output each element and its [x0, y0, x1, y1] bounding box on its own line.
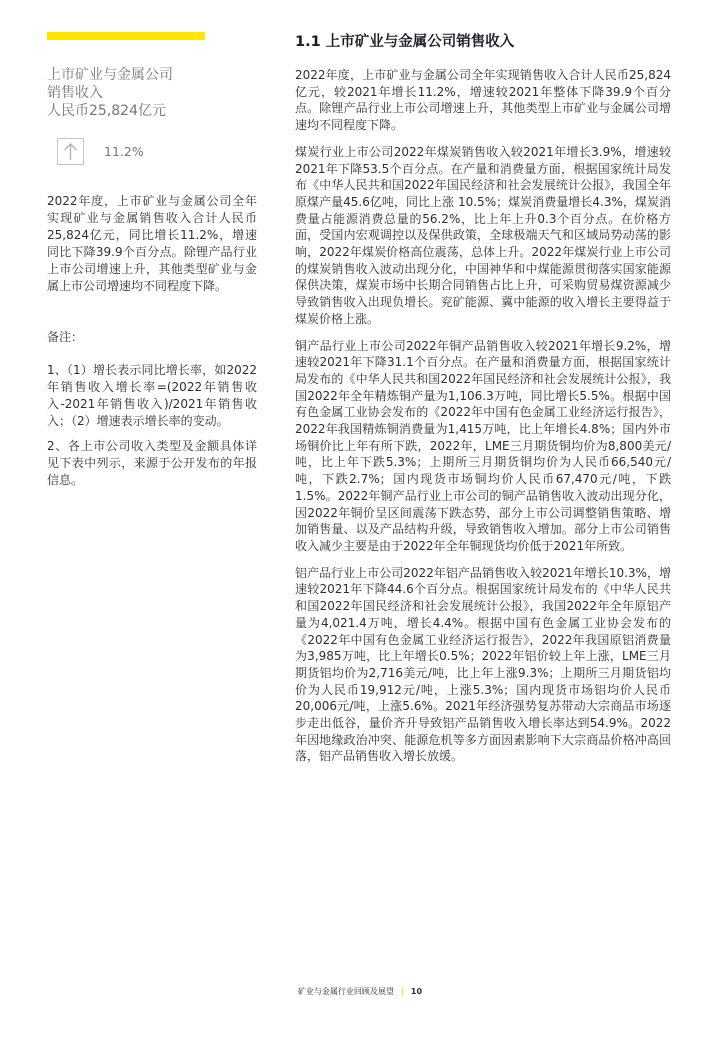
paragraph-copper: 铜产品行业上市公司2022年铜产品销售收入较2021年增长9.2%，增速较2021年下降31.1个百分点。在产量和消费量方面，根据国家统计局发布的《中华人民共和国2022年国民经济和社会发展统计公报》，我国2022年全年精炼铜产量为1,106.3万吨，同比增长5.5%。根据中国有色金属工业协会发布的《2022年中国有色金属工业经济运行报告》，2022年我国精炼铜消费量为1,415万吨，比上年增长4.8%；国内外市场铜价比上年有所下跌，2022年，LME三月期货铜均价为8,800美元/吨，比上年下跌5.3%；上期所三月期货铜均价为人民币66,540元/吨，下跌2.7%；国内现货市场铜均价人民币67,470元/吨，下跌1.5%。2022年铜产品行业上市公司的铜产品销售收入波动出现分化，因2022年铜价呈区间震荡下跌态势，部分上市公司调整销售策略、增加销售量、以及产品结构升级，导致销售收入增加。部分上市公司销售收入减少主要是由于2022年全年铜现货均价低于2021年所致。	[295, 338, 671, 553]
main-content	[295, 32, 671, 765]
kpi-title-line2: 销售收入	[47, 85, 103, 101]
kpi-change-value: 11.2%	[104, 144, 144, 159]
arrow-up-icon	[57, 138, 84, 165]
notes-title: 备注：	[47, 330, 84, 344]
kpi-title	[47, 66, 257, 120]
note-item-2: 2、各上市公司收入类型及金额具体详见下表中列示，来源于公开发布的年报信息。	[47, 439, 257, 487]
paragraph-aluminum: 铝产品行业上市公司2022年铝产品销售收入较2021年增长10.3%，增速较2021年下降44.6个百分点。根据国家统计局发布的《中华人民共和国2022年国民经济和社会发展统计公报》，我国2022年全年原铝产量为4,021.4万吨，增长4.4%。根据中国有色金属工业协会发布的《2022年中国有色金属工业经济运行报告》，2022年我国原铝消费量为3,985万吨，比上年增长0.5%；2022年铝价较上年上涨，LME三月期货铝均价为2,716美元/吨，比上年上涨9.3%；上期所三月期货铝均价为人民币19,912元/吨，上涨5.3%；国内现货市场铝均价人民币20,006元/吨，上涨5.6%。2021年经济强势复苏带动大宗商品市场逐步走出低谷，量价齐升导致铝产品销售收入增长率达到54.9%。2022年因地缘政治冲突、能源危机等多方面因素影响下大宗商品价格冲高回落，铝产品销售收入增长放缓。	[295, 565, 671, 764]
note-item-1: 1、（1）增长表示同比增长率，如2022年销售收入增长率=(2022年销售收入-2021年销售收入)/2021年销售收入；（2）增速表示增长率的变动。	[47, 363, 257, 428]
paragraph-coal: 煤炭行业上市公司2022年煤炭销售收入较2021年增长3.9%，增速较2021年下降53.5个百分点。在产量和消费量方面，根据国家统计局发布《中华人民共和国2022年国民经济和社会发展统计公报》，我国全年原煤产量45.6亿吨，同比上涨 10.5%；煤炭消费量增长4.3%，煤炭消费量占能源消费总量的56.2%，比上年上升0.3个百分点。在价格方面，受国内宏观调控以及保供政策，全球极端天气和区域局势动荡的影响，2022年煤炭价格高位震荡，总体上升。2022年煤炭行业上市公司的煤炭销售收入波动出现分化，中国神华和中煤能源贯彻落实国家能源保供决策，煤炭市场中长期合同销售占比上升，可采购贸易煤资源减少导致销售收入出现负增长。兖矿能源、冀中能源的收入增长主要得益于煤炭价格上涨。	[295, 144, 671, 326]
kpi-title-line1: 上市矿业与金属公司	[47, 67, 173, 83]
kpi-title-line3: 人民币25,824亿元	[47, 103, 166, 119]
page-footer	[0, 986, 720, 997]
paragraph-overview: 2022年度，上市矿业与金属公司全年实现销售收入合计人民币25,824亿元，较2021年增长11.2%，增速较2021年整体下降39.9个百分点。除锂产品行业上市公司增速上升，其他类型上市矿业与金属公司增速均不同程度下降。	[295, 68, 671, 133]
kpi-change-row	[47, 138, 257, 165]
accent-bar	[47, 32, 205, 40]
summary-text: 2022年度，上市矿业与金属公司全年实现矿业与金属销售收入合计人民币25,824亿元，同比增长11.2%，增速同比下降39.9个百分点。除锂产品行业上市公司增速上升，其他类型矿业与金属上市公司增速均不同程度下降。	[47, 194, 257, 293]
page-number: 10	[410, 987, 423, 996]
footer-title: 矿业与金属行业回顾及展望	[297, 987, 394, 996]
sidebar	[47, 66, 257, 489]
footer-separator	[402, 987, 403, 996]
section-title: 1.1 上市矿业与金属公司销售收入	[295, 34, 515, 50]
